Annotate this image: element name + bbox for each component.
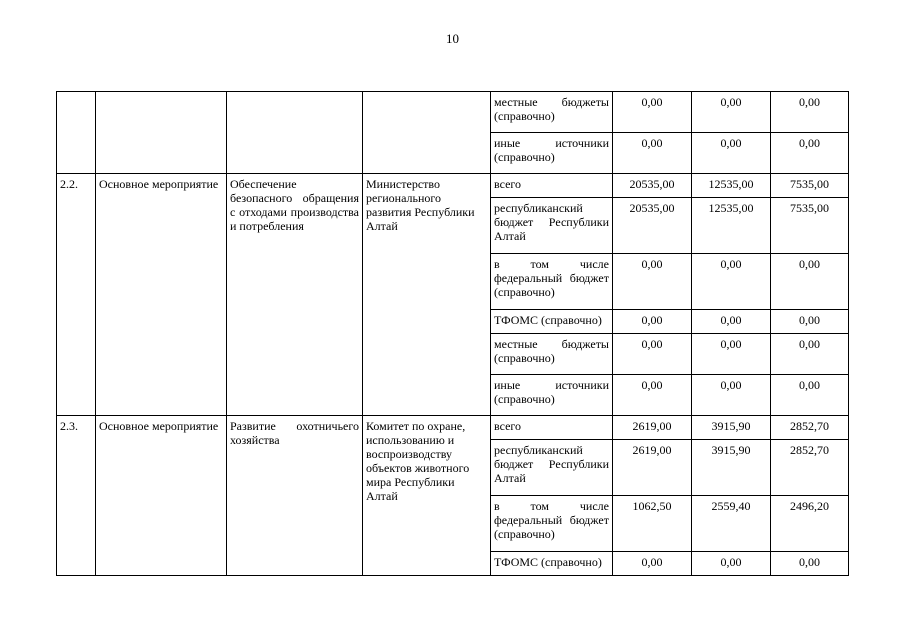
value-cell: 7535,00 — [771, 174, 849, 198]
value-cell: 2852,70 — [771, 416, 849, 440]
value-cell: 2619,00 — [613, 440, 692, 496]
executor-cell — [363, 92, 491, 174]
value-cell: 1062,50 — [613, 496, 692, 552]
value-cell: 2852,70 — [771, 440, 849, 496]
name-cell — [227, 92, 363, 174]
value-cell: 2619,00 — [613, 416, 692, 440]
name-cell: Развитие охотничьего хозяйства — [227, 416, 363, 576]
source-cell: ТФОМС (справочно) — [491, 552, 613, 576]
executor-cell: Министерство регионального развития Республики Алтай — [363, 174, 491, 416]
value-cell: 0,00 — [613, 92, 692, 133]
source-cell: местные бюджеты (справочно) — [491, 92, 613, 133]
value-cell: 0,00 — [692, 310, 771, 334]
value-cell: 0,00 — [613, 133, 692, 174]
value-cell: 0,00 — [771, 375, 849, 416]
value-cell: 12535,00 — [692, 174, 771, 198]
source-cell: в том числе федеральный бюджет (справочно) — [491, 254, 613, 310]
value-cell: 0,00 — [613, 552, 692, 576]
value-cell: 20535,00 — [613, 198, 692, 254]
value-cell: 0,00 — [613, 334, 692, 375]
source-cell: всего — [491, 174, 613, 198]
source-cell: ТФОМС (справочно) — [491, 310, 613, 334]
number-cell: 2.3. — [57, 416, 96, 576]
value-cell: 0,00 — [692, 375, 771, 416]
value-cell: 0,00 — [771, 310, 849, 334]
value-cell: 0,00 — [692, 552, 771, 576]
name-cell: Обеспечение безопасного обращения с отходами производства и потребления — [227, 174, 363, 416]
value-cell: 3915,90 — [692, 440, 771, 496]
value-cell: 12535,00 — [692, 198, 771, 254]
table-row — [57, 174, 849, 198]
table-row — [57, 416, 849, 440]
value-cell: 0,00 — [692, 92, 771, 133]
value-cell: 0,00 — [771, 334, 849, 375]
number-cell: 2.2. — [57, 174, 96, 416]
value-cell: 20535,00 — [613, 174, 692, 198]
value-cell: 2496,20 — [771, 496, 849, 552]
type-cell: Основное мероприятие — [96, 174, 227, 416]
value-cell: 0,00 — [692, 254, 771, 310]
page-number: 10 — [446, 31, 459, 46]
number-cell — [57, 92, 96, 174]
value-cell: 0,00 — [613, 310, 692, 334]
source-cell: республиканский бюджет Республики Алтай — [491, 198, 613, 254]
value-cell: 0,00 — [692, 133, 771, 174]
value-cell: 0,00 — [771, 552, 849, 576]
type-cell — [96, 92, 227, 174]
executor-cell: Комитет по охране, использованию и воспроизводству объектов животного мира Республики Алтай — [363, 416, 491, 576]
budget-table — [56, 91, 849, 576]
value-cell: 0,00 — [771, 254, 849, 310]
value-cell: 0,00 — [692, 334, 771, 375]
source-cell: в том числе федеральный бюджет (справочно) — [491, 496, 613, 552]
type-cell: Основное мероприятие — [96, 416, 227, 576]
table-row — [57, 92, 849, 133]
value-cell: 0,00 — [771, 133, 849, 174]
value-cell: 3915,90 — [692, 416, 771, 440]
value-cell: 7535,00 — [771, 198, 849, 254]
value-cell: 0,00 — [613, 375, 692, 416]
value-cell: 0,00 — [771, 92, 849, 133]
source-cell: всего — [491, 416, 613, 440]
value-cell: 0,00 — [613, 254, 692, 310]
source-cell: республиканский бюджет Республики Алтай — [491, 440, 613, 496]
source-cell: местные бюджеты (справочно) — [491, 334, 613, 375]
source-cell: иные источники (справочно) — [491, 375, 613, 416]
source-cell: иные источники (справочно) — [491, 133, 613, 174]
value-cell: 2559,40 — [692, 496, 771, 552]
